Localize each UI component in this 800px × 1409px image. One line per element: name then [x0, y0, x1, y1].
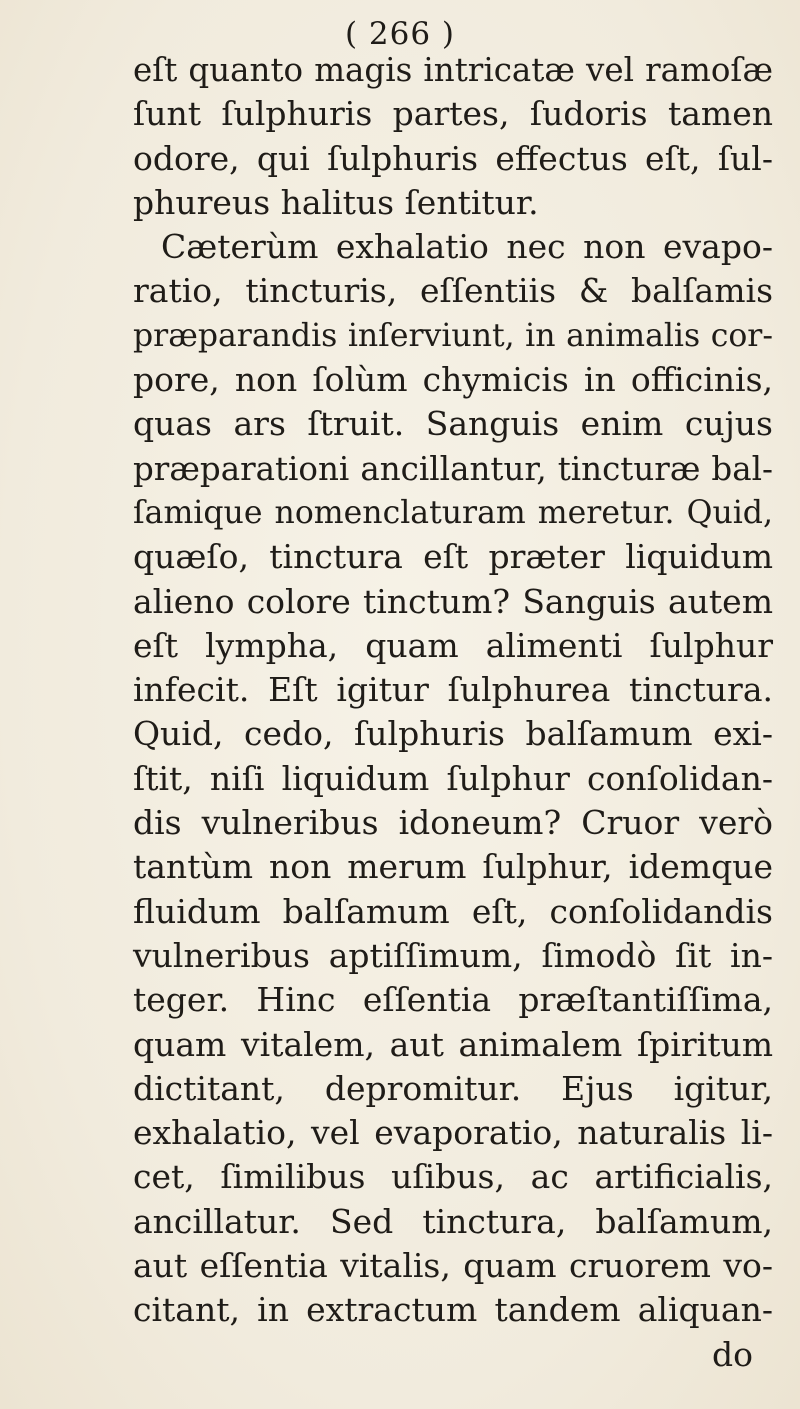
text-line: odore, qui ſulphuris effectus eſt, ſul- [133, 138, 773, 178]
text-line: præparandis inſerviunt, in animalis cor- [133, 317, 773, 354]
text-line: ſtit, niſi liquidum ſulphur conſolidan- [133, 758, 773, 798]
text-line: Cæterùm exhalatio nec non evapo- [161, 227, 773, 267]
text-line: cet, ſimilibus uſibus, ac artificialis, [133, 1157, 773, 1197]
text-line: ſunt ſulphuris partes, ſudoris tamen [133, 94, 773, 134]
text-line: tantùm non merum ſulphur, idemque [133, 847, 773, 887]
text-line: eſt quanto magis intricatæ vel ramoſæ [133, 51, 773, 89]
body-text [133, 48, 773, 1377]
text-line: exhalatio, vel evaporatio, naturalis li- [133, 1113, 773, 1153]
text-line: pore, non ſolùm chymicis in officinis, [133, 360, 773, 400]
text-line: Quid, cedo, ſulphuris balſamum exi- [133, 714, 773, 754]
text-line: fluidum balſamum eſt, conſolidandis [133, 891, 773, 931]
text-line: citant, in extractum tandem aliquan- [133, 1290, 773, 1330]
text-line: quam vitalem, aut animalem ſpiritum [133, 1024, 773, 1064]
text-line: infecit. Eſt igitur ſulphurea tinctura. [133, 670, 773, 710]
text-line: quæſo, tinctura eſt præter liquidum [133, 537, 773, 577]
text-line: eſt lympha, quam alimenti ſulphur [133, 625, 773, 665]
text-line: aut eſſentia vitalis, quam cruorem vo- [133, 1246, 773, 1286]
text-line: phureus halitus ſentitur. [133, 182, 539, 222]
text-line: alieno colore tinctum? Sanguis autem [133, 581, 773, 621]
text-line: ſamique nomenclaturam meretur. Quid, [133, 494, 773, 531]
page-number: ( 266 ) [344, 16, 456, 52]
text-line: ancillatur. Sed tinctura, balſamum, [133, 1201, 773, 1241]
text-line: vulneribus aptiſſimum, ſimodò ſit in- [133, 935, 773, 975]
text-line: quas ars ſtruit. Sanguis enim cujus [133, 404, 773, 444]
text-line: ratio, tincturis, eſſentiis & balſamis [133, 271, 773, 311]
text-line: præparationi ancillantur, tincturæ bal- [133, 449, 773, 488]
catchword: do [712, 1334, 753, 1374]
text-line: dictitant, depromitur. Ejus igitur, [133, 1068, 773, 1108]
text-line: teger. Hinc eſſentia præſtantiſſima, [133, 980, 773, 1020]
text-line: dis vulneribus idoneum? Cruor verò [133, 803, 773, 843]
